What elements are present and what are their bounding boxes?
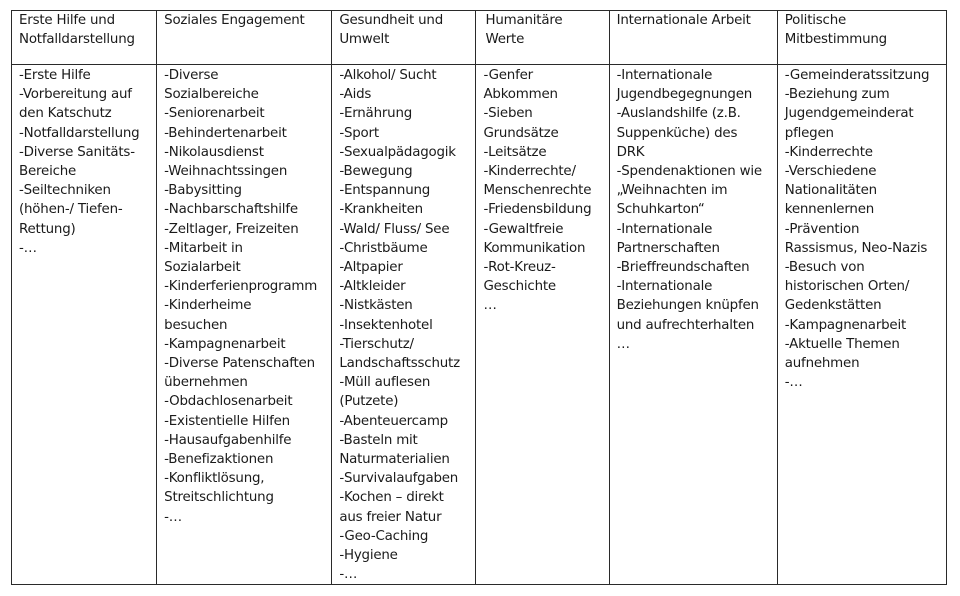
list-health: -Alkohol/ Sucht -Aids -Ernährung -Sport -Sexualpädagogik -Bewegung -Entspannung -Krankheiten -Wald/ Fluss/ See -Christbäume -Altpapier -Altkleider -Nistkästen -Insektenhotel -Tierschutz/ Landschaftsschutz -Müll auflesen (Putzete) -Abenteuercamp -Basteln mit Naturmaterialien -Survivalaufgaben -Kochen – direkt aus freier Natur -Geo-Caching -Hygiene -… (339, 68, 460, 583)
header-label-political: Politische Mitbestimmung (784, 13, 887, 48)
list-first-aid: -Erste Hilfe -Vorbereitung auf den Katschutz -Notfalldarstellung -Diverse Sanitäts- Bereiche -Seiltechniken (höhen-/ Tiefen- Rettung) -… (19, 68, 140, 256)
table-cell-international (609, 65, 777, 585)
table-cell-political (777, 65, 946, 585)
header-cell-social (157, 11, 332, 65)
header-cell-political (777, 11, 946, 65)
table-cell-first-aid (12, 65, 157, 585)
topics-table (11, 10, 947, 585)
header-cell-health (332, 11, 476, 65)
table-row (12, 65, 947, 585)
list-political: -Gemeinderatssitzung -Beziehung zum Jugendgemeinderat pflegen -Kinderrechte -Verschiedene Nationalitäten kennenlernen -Prävention Rassismus, Neo-Nazis -Besuch von historischen Orten/ Gedenkstätten -Kampagnenarbeit -Aktuelle Themen aufnehmen -… (784, 68, 930, 391)
header-label-health: Gesundheit und Umwelt (339, 13, 444, 48)
table-cell-social (157, 65, 332, 585)
table-header-row (12, 11, 947, 65)
list-social: -Diverse Sozialbereiche -Seniorenarbeit -Behindertenarbeit -Nikolausdienst -Weihnachtssingen -Babysitting -Nachbarschaftshilfe -Zeltlager, Freizeiten -Mitarbeit in Sozialarbeit -Kinderferienprogramm -Kinderheime besuchen -Kampagnenarbeit -Diverse Patenschaften übernehmen -Obdachlosenarbeit -Existentielle Hilfen -Hausaufgabenhilfe -Benefizaktionen -Konfliktlösung, Streitschlichtung -… (164, 68, 318, 525)
list-humanitarian: -Genfer Abkommen -Sieben Grundsätze -Leitsätze -Kinderrechte/ Menschenrechte -Friedensbildung -Gewaltfreie Kommunikation -Rot-Kreuz- Geschichte … (483, 68, 592, 314)
header-label-humanitarian: Humanitäre Werte (485, 13, 563, 48)
header-label-international: Internationale Arbeit (616, 13, 751, 28)
header-label-social: Soziales Engagement (164, 13, 305, 28)
header-cell-first-aid (12, 11, 157, 65)
header-cell-humanitarian (476, 11, 609, 65)
table-cell-health (332, 65, 476, 585)
list-international: -Internationale Jugendbegegnungen -Auslandshilfe (z.B. Suppenküche) des DRK -Spendenaktionen wie „Weihnachten im Schuhkarton“ -Internationale Partnerschaften -Brieffreundschaften -Internationale Beziehungen knüpfen und aufrechterhalten … (616, 68, 762, 352)
header-cell-international (609, 11, 777, 65)
table-cell-humanitarian (476, 65, 609, 585)
header-label-first-aid: Erste Hilfe und Notfalldarstellung (19, 13, 135, 48)
